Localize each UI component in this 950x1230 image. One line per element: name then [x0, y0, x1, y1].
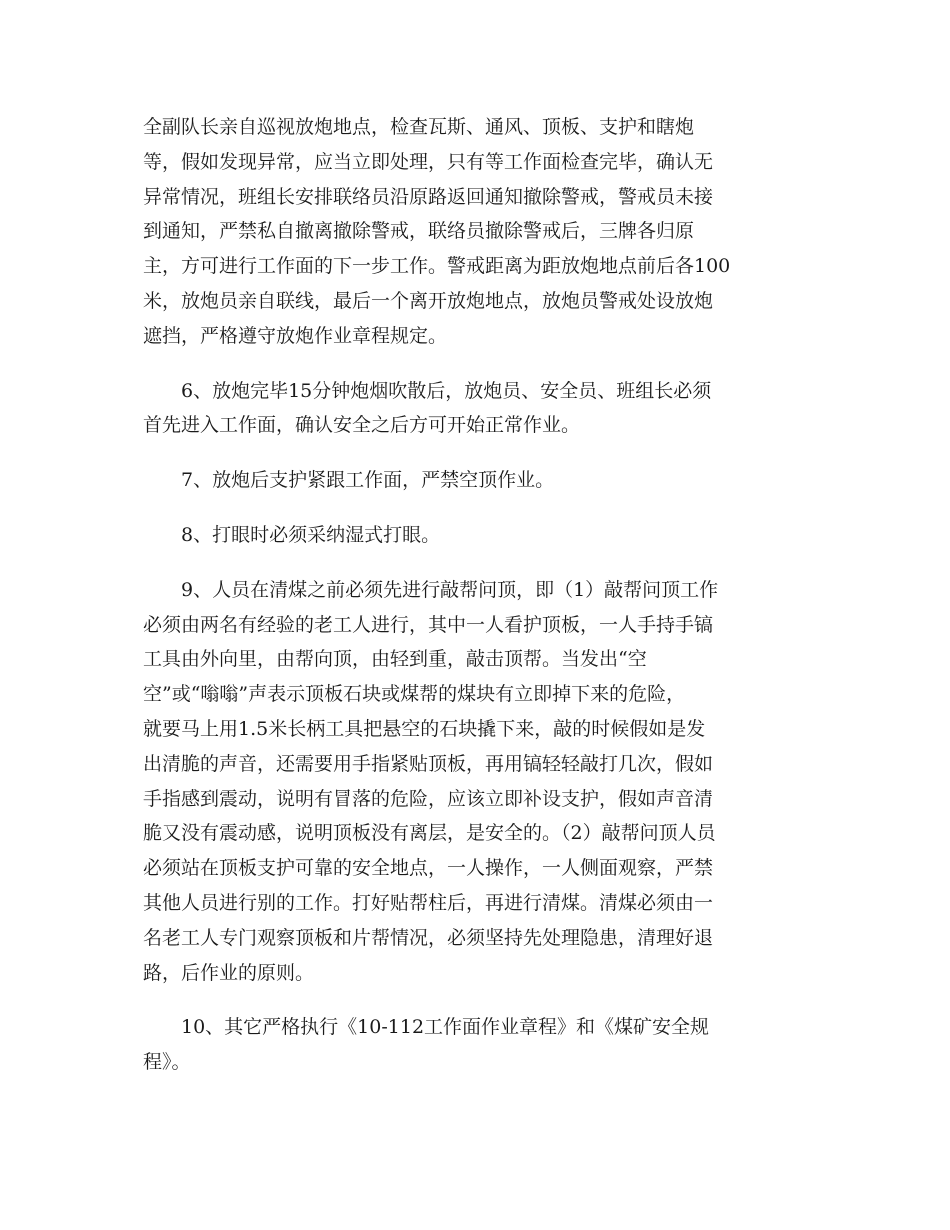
text-line: 程》。 — [143, 1051, 191, 1074]
text-line: 脆又没有震动感，说明顶板没有离层，是安全的。（2）敲帮问顶人员 — [143, 822, 716, 845]
paragraph-item-7 — [143, 463, 813, 498]
text-line: 10、其它严格执行《10-112工作面作业章程》和《煤矿安全规 — [181, 1016, 710, 1039]
text-line: 必须由两名有经验的老工人进行，其中一人看护顶板，一人手持手镐 — [143, 613, 714, 636]
text-line: 7、放炮后支护紧跟工作面，严禁空顶作业。 — [181, 469, 555, 492]
text-line: 手指感到震动，说明有冒落的危险，应该立即补设支护，假如声音清 — [143, 787, 714, 810]
text-line: 其他人员进行别的工作。打好贴帮柱后，再进行清煤。清煤必须由一 — [143, 891, 714, 914]
paragraph-item-6 — [143, 374, 813, 444]
text-line: 9、人员在清煤之前必须先进行敲帮问顶，即（1）敲帮问顶工作 — [181, 578, 719, 601]
text-line: 路，后作业的原则。 — [143, 961, 315, 984]
text-line: 6、放炮完毕15分钟炮烟吹散后，放炮员、安全员、班组长必须 — [181, 379, 712, 402]
paragraph-item-9 — [143, 573, 813, 991]
text-line: 遮挡，严格遵守放炮作业章程规定。 — [143, 324, 448, 347]
text-line: 主，方可进行工作面的下一步工作。警戒距离为距放炮地点前后各100 — [143, 255, 731, 278]
text-line: 名老工人专门观察顶板和片帮情况，必须坚持先处理隐患，清理好退 — [143, 926, 714, 949]
paragraph-item-8 — [143, 518, 813, 553]
text-line: 工具由外向里，由帮向顶，由轻到重，敲击顶帮。当发出“空 — [143, 648, 647, 671]
text-line: 首先进入工作面，确认安全之后方可开始正常作业。 — [143, 414, 581, 437]
text-line: 异常情况，班组长安排联络员沿原路返回通知撤除警戒，警戒员未接 — [143, 185, 714, 208]
text-line: 等，假如发现异常，应当立即处理，只有等工作面检查完毕，确认无 — [143, 150, 714, 173]
text-line: 全副队长亲自巡视放炮地点，检查瓦斯、通风、顶板、支护和瞎炮 — [143, 116, 695, 138]
text-line: 出清脆的声音，还需要用手指紧贴顶板，再用镐轻轻敲打几次，假如 — [143, 752, 714, 775]
paragraph-blasting-inspection — [143, 110, 813, 354]
text-line: 到通知，严禁私自撤离撤除警戒，联络员撤除警戒后，三牌各归原 — [143, 220, 695, 243]
paragraph-item-10 — [143, 1010, 813, 1080]
text-line: 必须站在顶板支护可靠的安全地点，一人操作，一人侧面观察，严禁 — [143, 857, 714, 880]
text-line: 就要马上用1.5米长柄工具把悬空的石块撬下来，敲的时候假如是发 — [143, 717, 706, 740]
text-line: 8、打眼时必须采纳湿式打眼。 — [181, 523, 441, 546]
document-body — [143, 110, 813, 1080]
text-line: 空”或“嗡嗡”声表示顶板石块或煤帮的煤块有立即掉下来的危险， — [143, 683, 686, 706]
text-line: 米，放炮员亲自联线，最后一个离开放炮地点，放炮员警戒处设放炮 — [143, 289, 714, 312]
